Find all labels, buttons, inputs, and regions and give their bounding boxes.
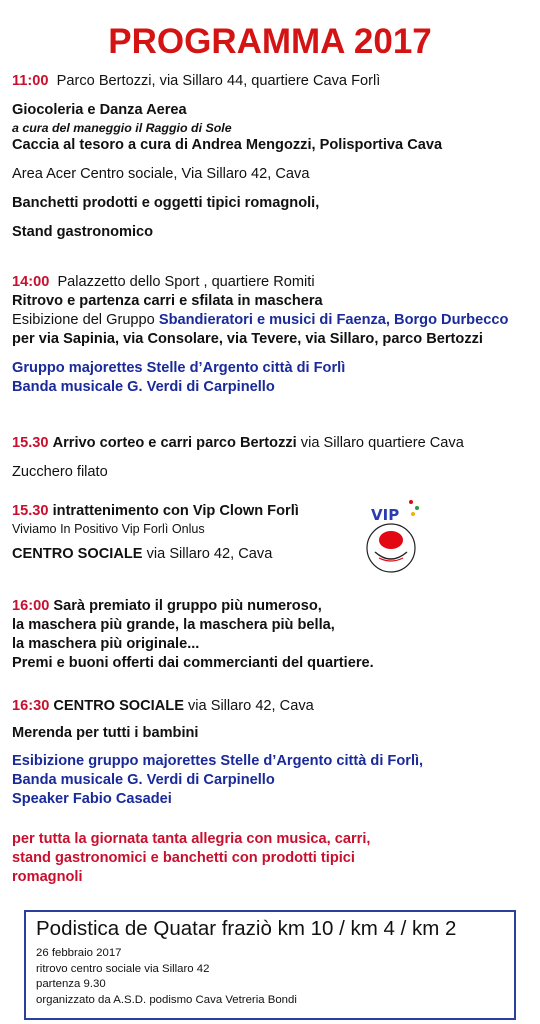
s6-snack: Merenda per tutti i bambini	[12, 725, 199, 741]
s4-time: 15.30	[12, 503, 49, 519]
section-1400	[12, 273, 532, 397]
race-org: organizzato da A.S.D. podismo Cava Vetreria Bondi	[36, 993, 297, 1006]
closing-note	[12, 830, 532, 887]
race-title: Podistica de Quatar fraziò km 10 / km 4 / km 2	[36, 917, 457, 940]
section-1630	[12, 697, 532, 809]
s6-centre: CENTRO SOCIALE	[53, 698, 184, 714]
s6-blue2: Banda musicale G. Verdi di Carpinello	[12, 772, 275, 788]
s3-extra: Zucchero filato	[12, 464, 108, 480]
s2-line2	[12, 311, 532, 330]
s1-area: Area Acer Centro sociale, Via Sillaro 42, Cava	[12, 166, 310, 182]
s1-place: Parco Bertozzi, via Sillaro 44, quartiere Cava Forlì	[56, 73, 381, 89]
s4-centre-line	[12, 545, 532, 564]
s5-line1: Sarà premiato il gruppo più numeroso,	[53, 598, 322, 614]
vip-clown-logo-icon	[355, 494, 437, 576]
s5-line3: la maschera più originale...	[12, 636, 200, 652]
s3-time: 15.30	[12, 435, 49, 451]
s5-line4: Premi e buoni offerti dai commercianti del quartiere.	[12, 655, 374, 671]
s3-bold: Arrivo corteo e carri parco Bertozzi	[52, 435, 297, 451]
s4-centre-rest: via Sillaro 42, Cava	[146, 546, 273, 562]
section-1530-arrivo	[12, 434, 532, 482]
s1-header	[12, 72, 532, 91]
s2-header	[12, 273, 532, 292]
s1-stalls: Banchetti prodotti e oggetti tipici romagnoli,	[12, 195, 320, 211]
s2-blue1: Gruppo majorettes Stelle d’Argento città di Forlì	[12, 360, 346, 376]
s4-sub: Viviamo In Positivo Vip Forlì Onlus	[12, 522, 205, 536]
section-1100	[12, 72, 532, 242]
s6-time: 16:30	[12, 698, 50, 714]
s2-line1: Ritrovo e partenza carri e sfilata in maschera	[12, 293, 323, 309]
s4-centre: CENTRO SOCIALE	[12, 546, 143, 562]
s6-centre-rest: via Sillaro 42, Cava	[188, 698, 314, 714]
section-1530-clown	[12, 502, 532, 564]
s2-place: Palazzetto dello Sport , quartiere Romiti	[57, 274, 315, 290]
race-info-box	[24, 910, 516, 1020]
s6-header	[12, 697, 532, 716]
race-meet: ritrovo centro sociale via Sillaro 42	[36, 962, 210, 975]
s4-header	[12, 502, 532, 521]
s2-line2-blue: Sbandieratori e musici di Faenza, Borgo Durbecco	[158, 312, 509, 328]
s2-line2-pre: Esibizione del Gruppo	[12, 312, 159, 328]
page-title: PROGRAMMA 2017	[108, 22, 432, 61]
s3-header	[12, 434, 532, 453]
s1-act1-by: a cura del maneggio il Raggio di Sole	[12, 121, 232, 135]
s2-line3: per via Sapinia, via Consolare, via Tevere, via Sillaro, parco Bertozzi	[12, 331, 483, 347]
s5-line1-wrap	[12, 597, 532, 616]
race-date: 26 febbraio 2017	[36, 947, 122, 959]
s5-line2: la maschera più grande, la maschera più bella,	[12, 617, 335, 633]
s3-rest: via Sillaro quartiere Cava	[300, 435, 464, 451]
s1-act1: Giocoleria e Danza Aerea	[12, 102, 187, 118]
closing-line3: romagnoli	[12, 869, 83, 885]
s5-time: 16:00	[12, 598, 50, 614]
s6-blue3: Speaker Fabio Casadei	[12, 791, 172, 807]
s1-time: 11:00	[12, 73, 49, 89]
race-start: partenza 9.30	[36, 978, 106, 990]
s1-act2: Caccia al tesoro a cura di Andrea Mengozzi, Polisportiva Cava	[12, 137, 443, 153]
s6-blue1: Esibizione gruppo majorettes Stelle d’Argento città di Forlì,	[12, 753, 424, 769]
closing-line1: per tutta la giornata tanta allegria con musica, carri,	[12, 831, 371, 847]
section-1600	[12, 597, 532, 673]
s2-time: 14:00	[12, 274, 50, 290]
vip-logo-text: VIP	[371, 506, 400, 524]
s2-blue2: Banda musicale G. Verdi di Carpinello	[12, 379, 275, 395]
closing-line2: stand gastronomici e banchetti con prodotti tipici	[12, 850, 355, 866]
s4-bold: intrattenimento con Vip Clown Forlì	[52, 503, 299, 519]
s1-food: Stand gastronomico	[12, 224, 154, 240]
